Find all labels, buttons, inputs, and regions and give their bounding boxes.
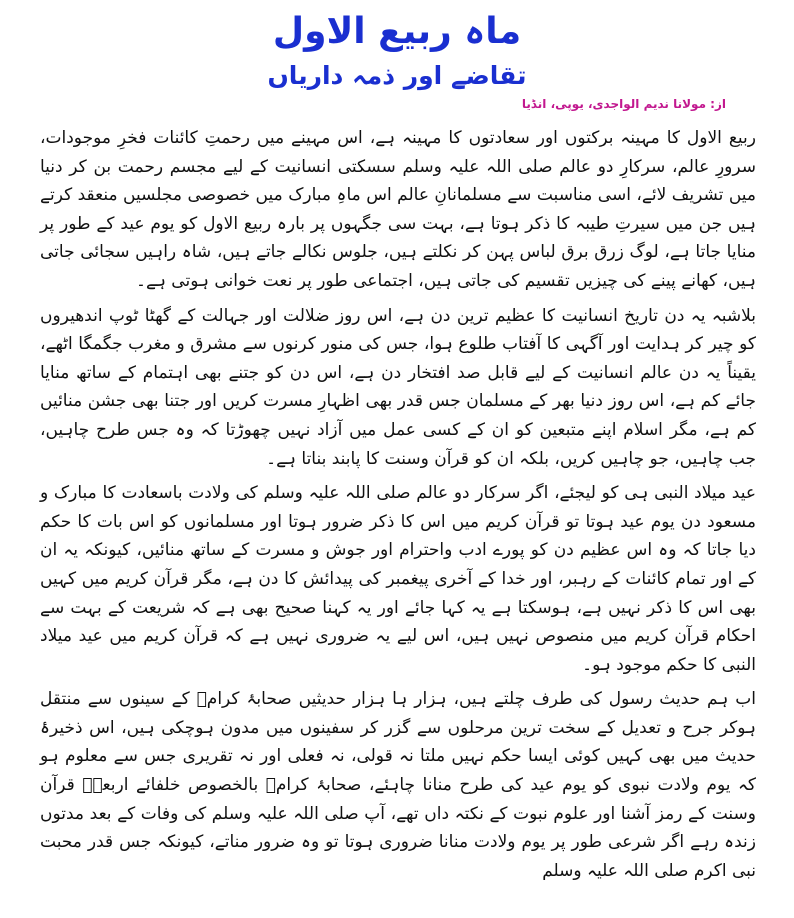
author-line: از: مولانا ندیم الواجدی، یوپی، انڈیا (521, 97, 726, 111)
paragraph: بلاشبہ یہ دن تاریخ انسانیت کا عظیم ترین دن ہے، اس روز ضلالت اور جہالت کے گھٹا ٹوپ اندھیروں کو چیر کر ہدایت اور آگہی کا آفتاب طلوع ہوا، جس کی منور کرنوں سے مشرق و مغرب جگمگا اٹھے، یقیناً یہ دن عالم انسانیت کے لیے قابل صد افتخار دن ہے، اس دن کو جتنے بھی اہتمام کے ساتھ منایا جائے کم ہے، اس روز دنیا بھر کے مسلمان جس قدر بھی اظہارِ مسرت کریں اور جتنا بھی جشن منائیں کم ہے، مگر اسلام اپنے متبعین کو ان کے کسی عمل میں آزاد نہیں چھوڑتا کہ وہ جس طرح چاہیں، جب چاہیں، جو چاہیں کریں، بلکہ ان کو قرآن وسنت کا پابند بناتا ہے۔ (40, 305, 756, 469)
paragraph: عید میلاد النبی ہی کو لیجئے، اگر سرکار دو عالم صلی اللہ علیہ وسلم کی ولادت باسعادت کا مبارک و مسعود دن یوم عید ہوتا تو قرآن کریم میں اس کا ذکر ضرور ہوتا اور مسلمانوں کو اس بات کا حکم دیا جاتا کہ وہ اس عظیم دن کو پورے ادب واحترام اور جوش و مسرت کے ساتھ منائیں، کیونکہ یہ ان کے اور تمام کائنات کے رہبر، اور خدا کے آخری پیغمبر کی پیدائش کا دن ہے، مگر قرآن کریم میں کہیں بھی اس کا ذکر نہیں ہے، ہوسکتا ہے یہ کہا جائے اور یہ کہنا صحیح بھی ہے کہ شریعت کے بہت سے احکام قرآن کریم میں منصوص نہیں ہیں، اس لیے یہ ضروری نہیں ہے کہ قرآن کریم میں عید میلاد النبی کا حکم موجود ہو۔ (40, 483, 756, 675)
article-body (40, 124, 756, 891)
paragraph: اب ہم حدیث رسول کی طرف چلتے ہیں، ہزار ہا ہزار حدیثیں صحابۂ کرامؓ کے سینوں سے منتقل ہوکر جرح و تعدیل کے سخت ترین مرحلوں سے گزر کر سفینوں میں مدون ہوچکی ہیں، اس ذخیرۂ حدیث میں بھی کہیں کوئی ایسا حکم نہیں ملتا نہ قولی، نہ فعلی اور نہ تقریری جس سے معلوم ہو کہ یوم ولادت نبوی کو یوم عید کی طرح منانا چاہئے، صحابۂ کرامؓ بالخصوص خلفائے اربعہؓ قرآن وسنت کے رمز آشنا اور علوم نبوت کے نکتہ داں تھے، آپ صلی اللہ علیہ وسلم کی وفات کے بعد مدتوں زندہ رہے اگر شرعی طور پر یوم ولادت منانا ضروری ہوتا تو وہ ضرور مناتے، کیونکہ جس قدر محبت نبی اکرم صلی اللہ علیہ وسلم (40, 689, 756, 881)
paragraph: ربیع الاول کا مہینہ برکتوں اور سعادتوں کا مہینہ ہے، اس مہینے میں رحمتِ کائنات فخرِ موجودات، سرورِ عالم، سرکارِ دو عالم صلی اللہ علیہ وسلم سسکتی انسانیت کے لیے مجسم رحمت بن کر دنیا میں تشریف لائے، اسی مناسبت سے مسلمانانِ عالم اس ماہِ مبارک میں خصوصی مجلسیں منعقد کرتے ہیں جن میں سیرتِ طیبہ کا ذکر ہوتا ہے، بہت سی جگہوں پر بارہ ربیع الاول کو یوم عید کے طور پر منایا جاتا ہے، لوگ زرق برق لباس پہن کر نکلتے ہیں، جلوس نکالے جاتے ہیں، شاہ راہیں سجائی جاتی ہیں، کھانے پینے کی چیزیں تقسیم کی جاتی ہیں، اجتماعی طور پر نعت خوانی ہوتی ہے۔ (40, 128, 756, 291)
article-subtitle: تقاضے اور ذمہ داریاں (267, 61, 527, 90)
article-title: ماہ ربیع الاول (272, 11, 522, 52)
